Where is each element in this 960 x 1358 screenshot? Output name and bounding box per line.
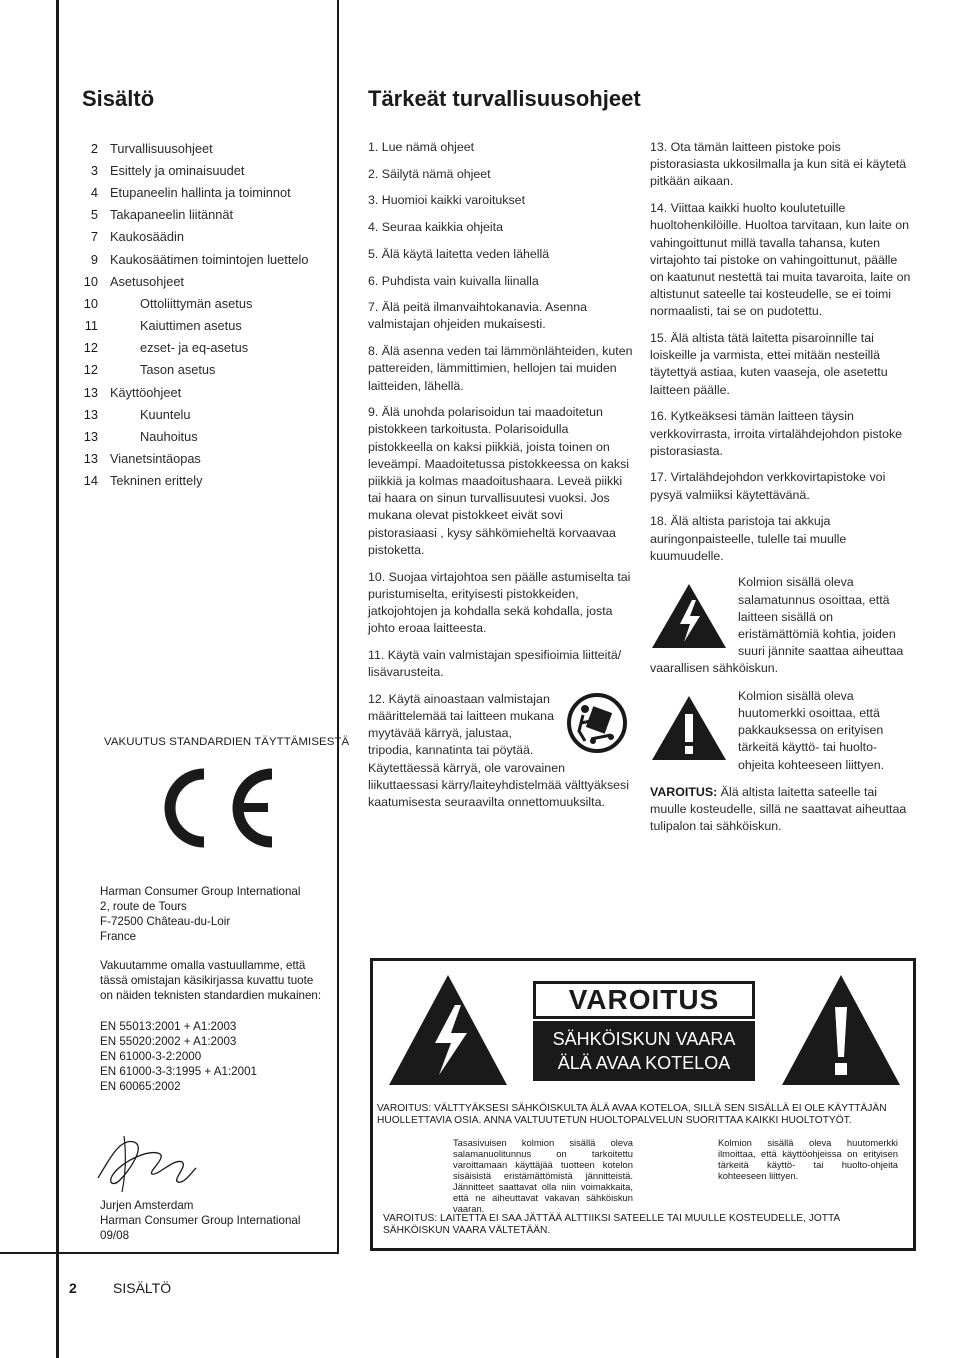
toc-label: Kaukosäätimen toimintojen luettelo (110, 251, 309, 267)
toc-page-number: 11 (84, 318, 98, 334)
toc-page-number: 7 (90, 229, 98, 245)
bolt-note-text: Kolmion sisällä oleva salamatunnus osoittaa, että laitteen sisällä on eristämättömiä kohtia, joiden suuri jännite saattaa aiheuttaa vaarallisen sähköiskun. (650, 575, 904, 676)
exclaim-explanation: Kolmion sisällä oleva huutomerkki ilmoittaa, että käyttöohjeissa on erityisen tärkeitä käyttö- tai huolto-ohjeita kohteeseen liittyen. (718, 1137, 898, 1181)
toc-label: Tekninen erittely (110, 473, 203, 489)
signer-block (100, 1198, 300, 1243)
safety-item: 15. Älä altista tätä laitetta pisaroinnille tai loiskeille ja varmista, ettei mitään nesteillä täytettyä astiaa, kuten vaaseja, ole asetettu laitteen päälle. (650, 331, 888, 397)
toc-page-number: 4 (90, 184, 98, 200)
safety-item: 18. Älä altista paristoja tai akkuja auringonpaisteelle, tulelle tai muulle kuumuudelle. (650, 514, 847, 563)
toc-label: Vianetsintäopas (110, 451, 201, 467)
toc-page-number: 12 (83, 362, 98, 378)
signer-line: 09/08 (100, 1229, 130, 1242)
toc-page-number: 2 (90, 140, 98, 156)
standards-list (100, 1019, 257, 1094)
safety-item: 7. Älä peitä ilmanvaihtokanavia. Asenna valmistajan ohjeiden mukaisesti. (368, 300, 588, 332)
toc-label: Nauhoitus (140, 429, 198, 445)
shock-hazard-line: SÄHKÖISKUN VAARA (552, 1029, 736, 1049)
toc-entry (80, 137, 340, 159)
address-line: F-72500 Château-du-Loir (100, 915, 231, 928)
safety-item: 12. Käytä ainoastaan valmistajan määrittelemää tai laitteen mukana myytävää kärryä, jalustaa, tripodia, kannatinta tai pöytää. Käytettäessä kärryä, ole varovainen liikuttaessasi kärry/laiteyhdistelmää välttyäksesi kaatumisesta seuraavilta onnettomuuksilta. (368, 691, 629, 809)
safety-item: 5. Älä käytä laitetta veden lähellä (368, 246, 550, 261)
toc-page-number: 9 (90, 251, 98, 267)
bolt-explanation: Tasasivuisen kolmion sisällä oleva salamanuolitunnus on tarkoitettu varoittamaan käyttäjää tuotteen kotelon sisäisistä eristämättömistä jännitteistä. Jännitteet saattavat olla niin voimakkaita, että ne aiheuttavat vakavan sähköiskun vaaran. (453, 1137, 633, 1214)
toc-label: Takapaneelin liitännät (110, 207, 234, 223)
rain-warning-label: VAROITUS: (650, 784, 718, 799)
toc-page-number: 13 (83, 406, 98, 422)
ce-mark-icon (146, 766, 276, 850)
footer-rule (0, 1252, 339, 1254)
section-title-contents: Sisältö (82, 86, 155, 111)
bolt-note (650, 574, 912, 677)
toc-entry (80, 181, 340, 203)
toc-page-number: 13 (83, 451, 98, 467)
statement-line: on näiden teknisten standardien mukainen: (100, 989, 322, 1002)
table-of-contents (80, 137, 340, 492)
signature-icon (90, 1128, 200, 1196)
safety-column-1 (368, 139, 633, 811)
standard-item: EN 55020:2002 + A1:2003 (100, 1035, 237, 1048)
standard-item: EN 61000-3-3:1995 + A1:2001 (100, 1065, 257, 1078)
caution-text: VAROITUS: VÄLTTYÄKSESI SÄHKÖISKULTA ÄLÄ AVAA KOTELOA, SILLÄ SEN SISÄLLÄ EI OLE KÄYTTÄJÄN HUOLLETTAVIA OSIA. ANNA VALTUUTETUN HUOLTOPALVELUN SUORITTAA KAIKKI HUOLTOTYÖT. (377, 1103, 887, 1126)
footer-section-label: SISÄLTÖ (113, 1280, 172, 1296)
toc-page-number: 12 (83, 340, 98, 356)
toc-label: Ottoliittymän asetus (140, 295, 253, 311)
safety-item: 3. Huomioi kaikki varoitukset (368, 193, 526, 208)
safety-item: 10. Suojaa virtajohtoa sen päälle astumiselta tai puristumiselta, erityisesti pistokkeiden, jatkojohtojen ja kohdalla sekä kohdalla, josta johto eroaa laitteesta. (368, 569, 631, 636)
varoitus-banner (533, 981, 755, 1019)
toc-entry (80, 448, 340, 470)
rain-warning-text: Älä altista laitetta sateelle tai muulle kosteudelle, sillä ne saattavat aiheuttaa tulipalon tai sähköiskun. (650, 784, 907, 834)
toc-page-number: 14 (83, 473, 98, 489)
rain-warning (650, 784, 912, 836)
toc-entry (80, 159, 340, 181)
toc-entry (80, 381, 340, 403)
safety-item: 14. Viittaa kaikki huolto koulutetuille huoltohenkilöille. Huoltoa tarvitaan, kun laite on vahingoittunut millä tavalla tahansa, kuten virtajohto tai pistoke on vahingoittunut, päälle on kaatunut nestettä tai muita tavaroita, laite on altistunut sateelle tai kosteudelle, se ei toimi normaalisti, tai se on pudotettu. (650, 201, 911, 319)
toc-label: Käyttöohjeet (110, 384, 182, 400)
safety-item: 13. Ota tämän laitteen pistoke pois pistorasiasta ukkosilmalla ja kun sitä ei käytetä pitkään aikaan. (650, 140, 907, 189)
toc-entry (80, 359, 340, 381)
toc-page-number: 10 (83, 273, 98, 289)
safety-item: 8. Älä asenna veden tai lämmönlähteiden, kuten pattereiden, lämmittimien, hellojen tai muiden laitteiden, lähellä. (368, 344, 633, 393)
toc-label: Kuuntelu (140, 406, 191, 422)
standard-item: EN 55013:2001 + A1:2003 (100, 1020, 237, 1033)
cart-tipover-icon (565, 691, 629, 755)
toc-entry (80, 403, 340, 425)
toc-label: Kaiuttimen asetus (140, 318, 242, 334)
toc-page-number: 13 (83, 384, 98, 400)
safety-item: 9. Älä unohda polarisoidun tai maadoitetun pistokkeen tarkoitusta. Polarisoidulla pistokkeella on kaksi piikkiä, joista toinen on leveämpi. Maadoitetussa pistokkeessa on kaksi piikkiä ja kolmas maadoitushaara. Leveä piikki tai haara on sinun turvallisuutesi vuoksi. Jos mukana olevat pistokkeet eivät sovi pistorasiaasi , kysy sähkömieheltä korvaavaa pistoketta. (368, 405, 630, 557)
safety-item: 1. Lue nämä ohjeet (368, 140, 475, 154)
toc-entry (80, 270, 340, 292)
address-line: France (100, 930, 137, 943)
toc-label: Asetusohjeet (110, 273, 184, 289)
safety-column-2 (650, 139, 912, 845)
toc-page-number: 5 (90, 207, 98, 223)
exclamation-triangle-icon (778, 971, 904, 1089)
declaration-statement (100, 958, 321, 1003)
varoitus-title: VAROITUS (568, 984, 720, 1015)
toc-entry (80, 248, 340, 270)
rain-caution-text: VAROITUS: LAITETTA EI SAA JÄTTÄÄ ALTTIIKSI SATEELLE TAI MUULLE KOSTEUDELLE, JOTTA SÄHKÖISKUN VAARA VÄLTETÄÄN. (383, 1213, 840, 1236)
toc-label: Kaukosäädin (110, 229, 184, 245)
safety-item: 4. Seuraa kaikkia ohjeita (368, 220, 504, 235)
exclaim-note-text: Kolmion sisällä oleva huutomerkki osoittaa, että pakkauksessa on erityisen tärkeitä käyttö- tai huolto-ohjeita kohteeseen liittyen. (738, 688, 885, 772)
toc-label: Turvallisuusohjeet (110, 140, 213, 156)
toc-entry (80, 470, 340, 492)
do-not-open-line: ÄLÄ AVAA KOTELOA (557, 1053, 731, 1073)
cart-warning-item (368, 691, 633, 811)
company-address (100, 884, 300, 944)
lightning-bolt-triangle-icon (650, 582, 728, 650)
toc-label: Tason asetus (140, 362, 216, 378)
toc-page-number: 3 (90, 162, 98, 178)
shock-hazard-panel (533, 1021, 755, 1081)
standard-item: EN 60065:2002 (100, 1080, 181, 1093)
left-margin-rule (56, 0, 59, 1358)
signer-line: Harman Consumer Group International (100, 1214, 301, 1227)
toc-page-number: 13 (83, 429, 98, 445)
lightning-bolt-triangle-icon (385, 971, 511, 1089)
toc-page-number: 10 (83, 295, 98, 311)
toc-entry (80, 226, 340, 248)
declaration-title: VAKUUTUS STANDARDIEN TÄYTTÄMISESTÄ (104, 736, 350, 748)
toc-label: Esittely ja ominaisuudet (110, 162, 245, 178)
toc-entry (80, 204, 340, 226)
toc-label: Etupaneelin hallinta ja toiminnot (110, 184, 291, 200)
statement-line: tässä omistajan käsikirjassa kuvattu tuote (100, 974, 314, 987)
toc-entry (80, 425, 340, 447)
standard-item: EN 61000-3-2:2000 (100, 1050, 202, 1063)
exclamation-triangle-icon (650, 694, 728, 762)
toc-entry (80, 337, 340, 359)
section-title-safety: Tärkeät turvallisuusohjeet (368, 86, 641, 111)
safety-item: 17. Virtalähdejohdon verkkovirtapistoke voi pysyä valmiiksi käytettävänä. (650, 470, 886, 502)
statement-line: Vakuutamme omalla vastuullamme, että (100, 959, 306, 972)
address-line: 2, route de Tours (100, 900, 187, 913)
toc-entry (80, 315, 340, 337)
safety-item: 11. Käytä vain valmistajan spesifioimia liitteitä/ lisävarusteita. (368, 647, 622, 680)
signer-line: Jurjen Amsterdam (100, 1199, 194, 1212)
address-line: Harman Consumer Group International (100, 885, 301, 898)
toc-label: ezset- ja eq-asetus (140, 340, 249, 356)
exclaim-note (650, 688, 912, 774)
page-number: 2 (69, 1280, 77, 1296)
safety-item: 6. Puhdista vain kuivalla liinalla (368, 273, 539, 288)
toc-entry (80, 292, 340, 314)
warning-label-box (370, 958, 916, 1251)
safety-item: 2. Säilytä nämä ohjeet (368, 166, 491, 181)
safety-item: 16. Kytkeäksesi tämän laitteen täysin verkkovirrasta, irroita virtalähdejohdon pistoke pistorasiasta. (650, 409, 903, 458)
